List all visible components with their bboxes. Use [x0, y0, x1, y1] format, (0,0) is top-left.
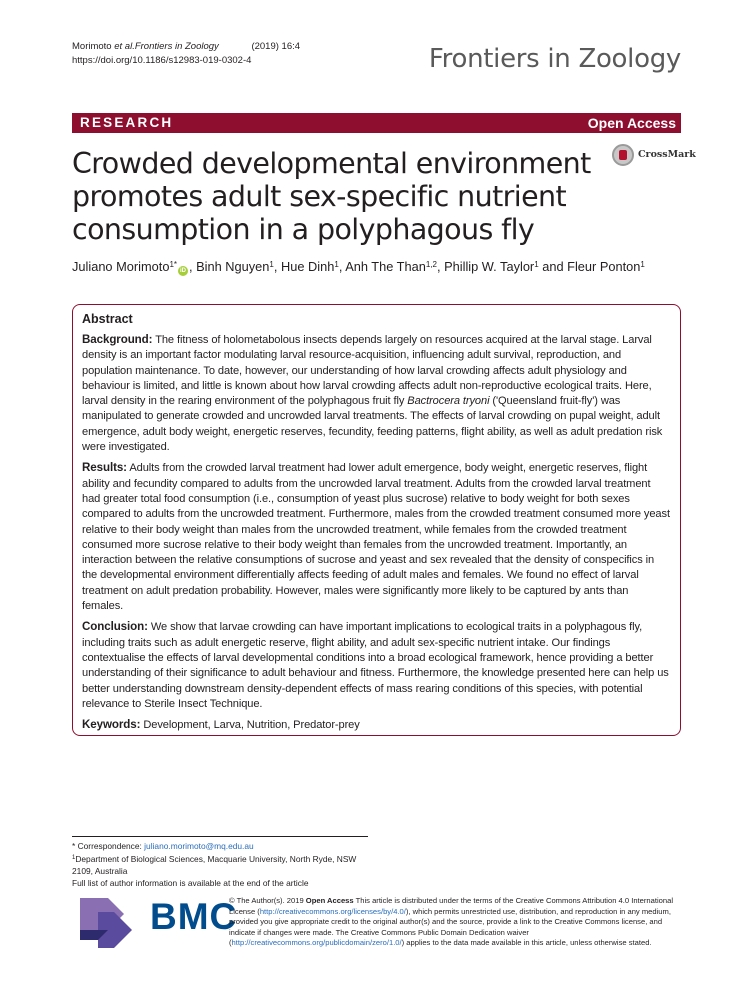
abstract-results: Results: Adults from the crowded larval treatment had lower adult emergence, body weight, energetic reserves, flight ability and fecundity compared to adults from the uncrowded larval treatment. Adults from the crowded larval treatment had greater total food consumption (i.e., consumption of yeast plus sucrose) relative to body weight for both sexes compared to adults from the uncrowded treatment. Furthermore, males from the crowded treatment consumed more yeast relative to their body weight than males from the uncrowded treatment, while females from the crowded treatment consumed more sucrose relative to their body weight than females from the uncrowded treatment. Importantly, an interaction between the relative consumptions of sucrose and yeast and sex revealed that the density of conspecifics in the developmental environment differentially affects feeding of adult males and females. We found no effect of larval treatment on adult predation probability. However, males were significantly more likely to be captured by ants than females. — [82, 461, 670, 613]
keywords: Keywords: Development, Larva, Nutrition, Predator-prey — [82, 718, 360, 732]
author-name: Phillip W. Taylor — [444, 259, 535, 274]
section-label: RESEARCH — [80, 115, 174, 130]
section-band — [72, 113, 681, 133]
abstract-background: Background: The fitness of holometabolous insects depends largely on resources acquired at the larval stage. Larval density is an important factor modulating larval resource-acquisition, influencing adult survival, reproduction, and population maintenance. To date, however, our understanding of how larval crowding affects adult physiology and behaviour is limited, and little is known about how larval crowding affects adult non-reproductive ecological traits. Here, larval density in the rearing environment of the polyphagous fruit fly Bactrocera tryoni ('Queensland fruit-fly') was manipulated to generate crowded and uncrowded larval treatments. The effects of larval crowding on pupal weight, adult emergence, adult body weight, energetic reserves, fecundity, feeding patterns, flight ability, as well as adult predation risk were investigated. — [82, 333, 663, 454]
crossmark-badge[interactable] — [612, 143, 696, 167]
author-name: Juliano Morimoto — [72, 259, 170, 274]
license-link-cc-zero[interactable]: http://creativecommons.org/publicdomain/zero/1.0/ — [231, 938, 402, 948]
affiliation: $^1$Department of Biological Sciences, Macquarie University, North Ryde, NSW 2109, Australia — [72, 854, 357, 876]
author-affiliation-mark: 1 — [334, 260, 339, 269]
license-text: © The Author(s). 2019 Open Access This article is distributed under the terms of the Creative Commons Attribution 4.0 International License (http://creativecommons.org/licenses/by/4.0/), which permits unrestricted use, distribution, and reproduction in any medium, provided you give appropriate credit to the original author(s) and the source, provide a link to the Creative Commons license, and indicate if changes were made. The Creative Commons Public Domain Dedication waiver (http://creativecommons.org/publicdomain/zero/1.0/) applies to the data made available in this article, unless otherwise stated. — [229, 896, 674, 948]
bmc-logo-icon — [80, 892, 142, 948]
author-name: Fleur Ponton — [567, 259, 641, 274]
correspondence: * Correspondence: juliano.morimoto@mq.edu.au — [72, 841, 254, 851]
author-affiliation-mark: 1,2 — [425, 260, 437, 269]
crossmark-icon — [612, 144, 634, 166]
doi-link[interactable]: https://doi.org/10.1186/s12983-019-0302-4 — [72, 55, 252, 66]
license-open-access: Open Access — [305, 896, 354, 905]
full-author-info-note: Full list of author information is available at the end of the article — [72, 878, 309, 888]
footnote-divider — [72, 836, 368, 837]
correspondence-email-link[interactable]: juliano.morimoto@mq.edu.au — [144, 841, 254, 851]
abstract-heading: Abstract — [82, 312, 133, 326]
author-name: Binh Nguyen — [196, 259, 270, 274]
abstract-box — [72, 304, 681, 736]
bmc-logo-text: BMC — [150, 896, 238, 937]
bmc-logo — [80, 892, 238, 952]
open-access-label: Open Access — [587, 115, 676, 131]
abstract-conclusion: Conclusion: We show that larvae crowding can have important implications to ecological traits in a polyphagous fly, including traits such as adult energetic reserve, flight ability, and adult sex-specific nutrient intake. Our findings contextualise the effects of larval developmental conditions into a broad ecological framework, hence providing a better understanding of their significance to adult behaviour and fitness. Furthermore, the knowledge presented here can help us better understanding downstream density-dependent effects of mass rearing conditions of this species, with potential relevance to Sterile Insect Technique. — [82, 620, 669, 710]
author-name: Anh The Than — [345, 259, 426, 274]
citation-etal: et al. — [114, 41, 135, 52]
license-link-cc-by[interactable]: http://creativecommons.org/licenses/by/4.0/ — [259, 906, 406, 916]
crossmark-label: CrossMark — [638, 149, 696, 160]
article-title: Crowded developmental environment promotes adult sex-specific nutrient consumption in a polyphagous fly — [72, 147, 591, 246]
author-affiliation-mark: 1 — [640, 260, 645, 269]
journal-brand: Frontiers in Zoology — [428, 44, 681, 74]
citation-year: (2019) 16:4 — [251, 41, 301, 52]
author-name: Hue Dinh — [281, 259, 335, 274]
author-affiliation-mark: 1 — [534, 260, 539, 269]
citation-author: Morimoto — [72, 41, 112, 52]
author-affiliation-mark: 1 — [269, 260, 274, 269]
footnotes — [72, 840, 372, 889]
author-affiliation-mark: 1* — [169, 260, 178, 269]
orcid-icon[interactable]: iD — [180, 268, 187, 274]
running-header — [72, 40, 300, 68]
author-list: Juliano Morimoto$^{1*}$iD , Binh Nguyen$^1$, Hue Dinh$^1$, Anh The Than$^{1,2}$, Phillip W. Taylor$^1$ and Fleur Ponton$^1$ — [72, 259, 645, 274]
citation-journal: Frontiers in Zoology — [134, 41, 219, 52]
species-name: Bactrocera tryoni — [407, 395, 490, 408]
